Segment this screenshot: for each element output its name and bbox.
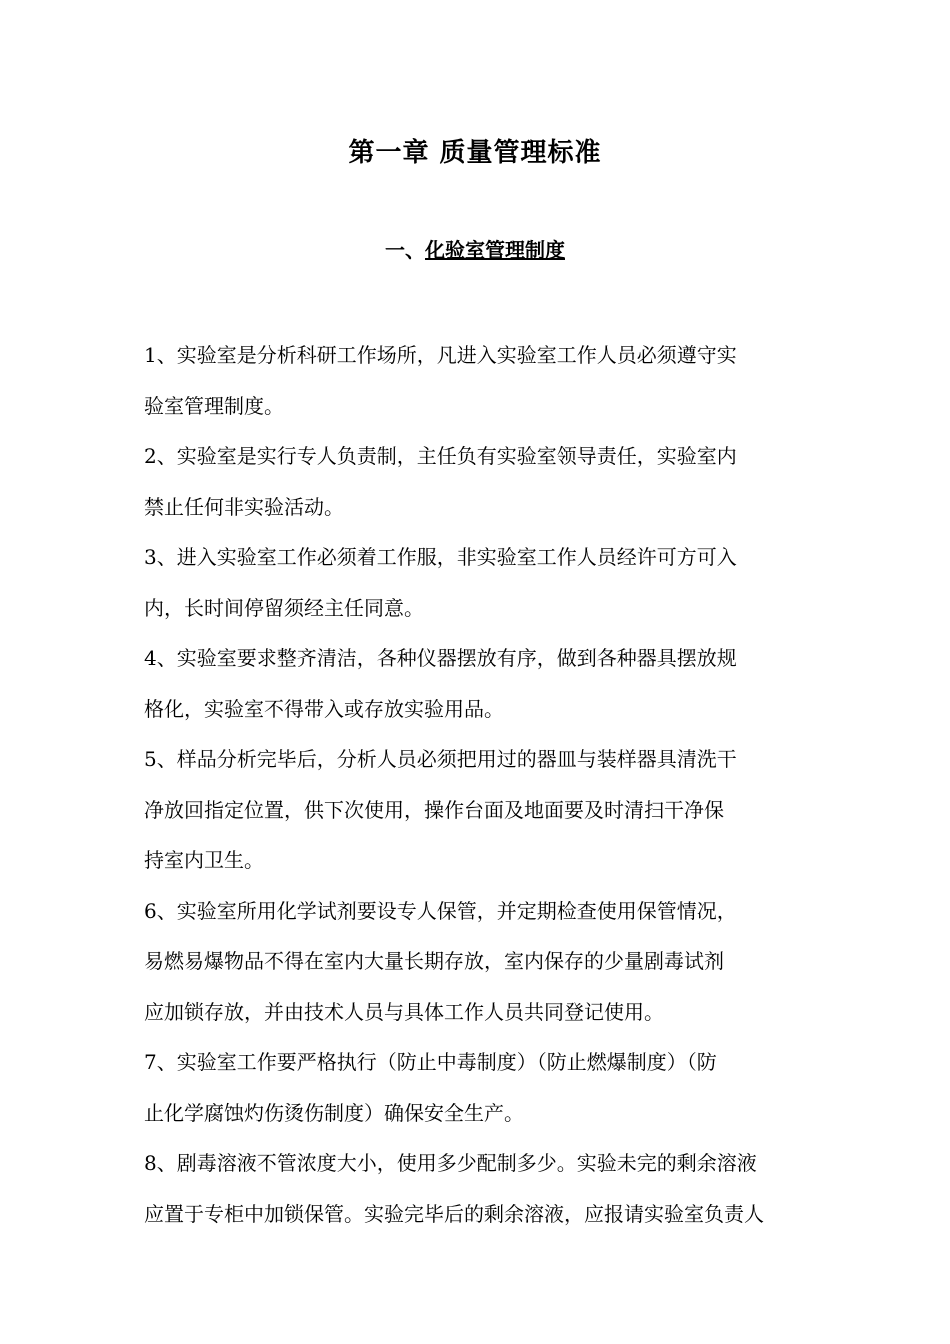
text-line: 4、实验室要求整齐清洁，各种仪器摆放有序，做到各种器具摆放规 (144, 646, 737, 670)
chapter-title: 第一章 质量管理标准 (348, 138, 602, 168)
text-line: 2、实验室是实行专人负责制，主任负有实验室领导责任，实验室内 (144, 444, 737, 468)
text-line: 净放回指定位置，供下次使用，操作台面及地面要及时清扫干净保 (144, 797, 724, 822)
text-line: 7、实验室工作要严格执行（防止中毒制度）（防止燃爆制度）（防 (144, 1050, 717, 1074)
text-line: 3、进入实验室工作必须着工作服，非实验室工作人员经许可方可入 (144, 545, 737, 569)
text-line: 5、样品分析完毕后，分析人员必须把用过的器皿与装样器具清洗干 (144, 747, 737, 771)
text-line: 应置于专柜中加锁保管。实验完毕后的剩余溶液，应报请实验室负责人 (144, 1201, 764, 1226)
text-line: 6、实验室所用化学试剂要设专人保管，并定期检查使用保管情况， (144, 898, 737, 923)
body-text (144, 330, 844, 1239)
section-number: 一、 (385, 238, 425, 262)
section-heading (0, 232, 950, 268)
text-line: 禁止任何非实验活动。 (144, 494, 344, 519)
text-line: 易燃易爆物品不得在室内大量长期存放，室内保存的少量剧毒试剂 (144, 949, 724, 973)
text-line: 1、实验室是分析科研工作场所，凡进入实验室工作人员必须遵守实 (144, 343, 737, 367)
text-line: 止化学腐蚀灼伤烫伤制度）确保安全生产。 (144, 1100, 524, 1125)
text-line: 验室管理制度。 (144, 393, 284, 418)
text-line: 应加锁存放，并由技术人员与具体工作人员共同登记使用。 (144, 999, 664, 1024)
text-line: 格化，实验室不得带入或存放实验用品。 (144, 696, 504, 721)
text-line: 内，长时间停留须经主任同意。 (144, 595, 424, 620)
section-title: 化验室管理制度 (425, 238, 565, 262)
text-line: 8、剧毒溶液不管浓度大小，使用多少配制多少。实验未完的剩余溶液 (144, 1151, 757, 1175)
text-line: 持室内卫生。 (144, 848, 264, 872)
